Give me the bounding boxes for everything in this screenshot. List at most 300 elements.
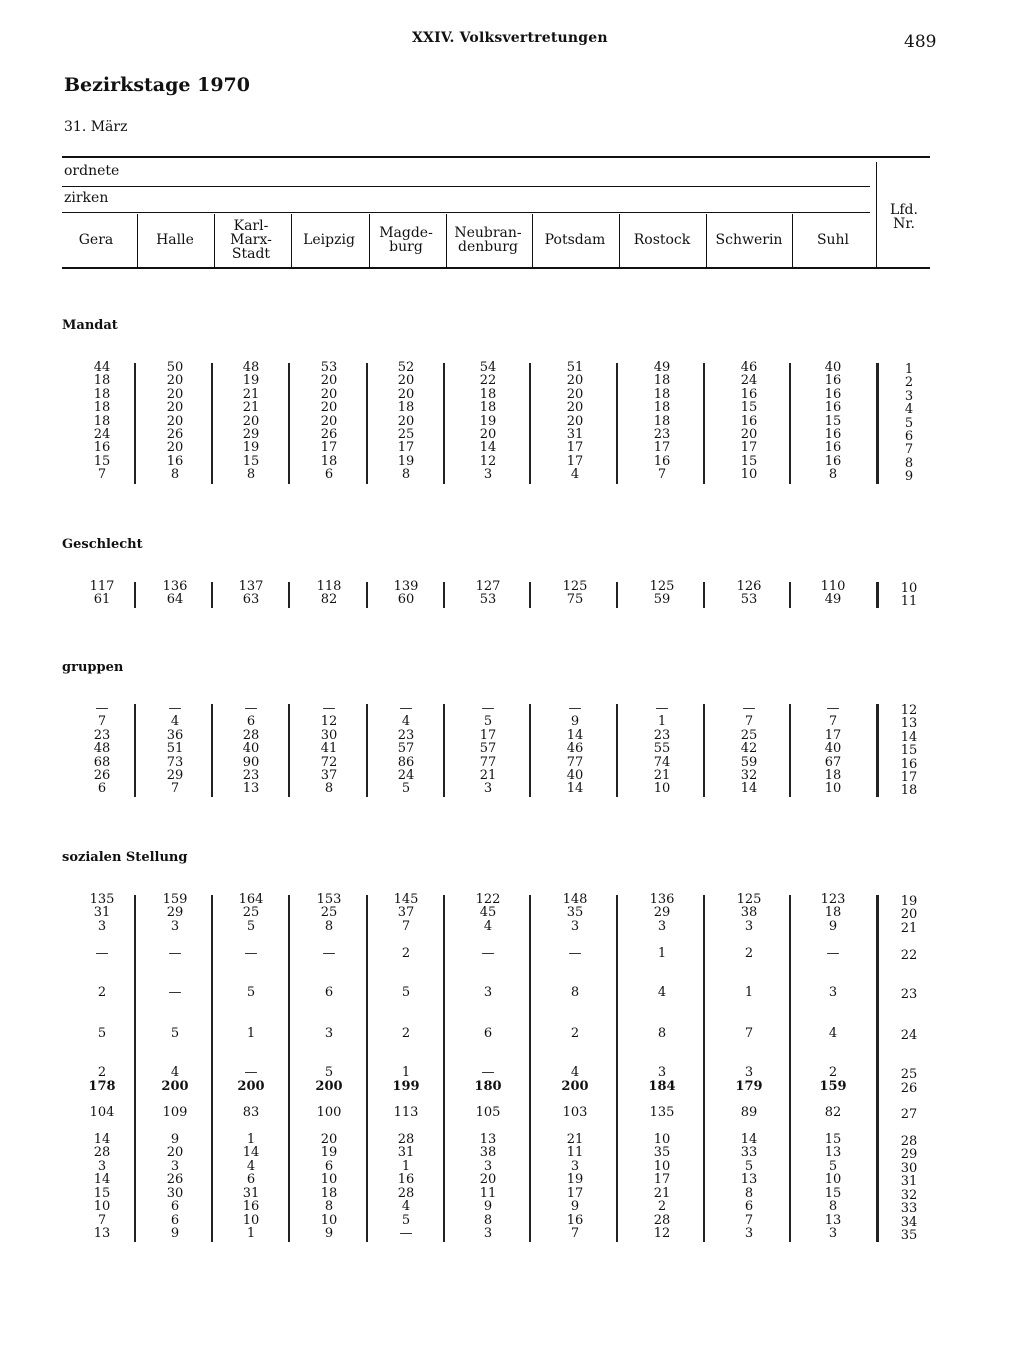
header-row-1: ordnete	[64, 163, 120, 179]
table-cell: 15	[824, 413, 842, 429]
table-cell: 18	[653, 386, 671, 402]
table-cell: 53	[320, 360, 338, 375]
table-cell: 21	[653, 1186, 671, 1201]
table-cell: 25	[740, 728, 758, 743]
table-cell: 12	[320, 714, 338, 729]
section-divider-bar	[288, 363, 290, 484]
table-cell: 18	[397, 400, 415, 416]
table-cell: 8	[657, 1026, 667, 1041]
column-header: Karl- Marx- Stadt	[230, 218, 272, 262]
table-cell: 5	[97, 1026, 107, 1041]
table-cell: 8	[401, 467, 411, 483]
table-cell: 17	[566, 453, 584, 469]
table-cell: 8	[246, 467, 256, 483]
section-divider-bar	[366, 363, 368, 484]
page-number: 489	[904, 32, 937, 52]
row-number: 10	[900, 581, 918, 596]
table-cell: 3	[483, 1159, 493, 1174]
table-cell: 16	[242, 1199, 260, 1214]
table-cell: 22	[479, 373, 497, 389]
row-number: 34	[900, 1215, 918, 1230]
section-divider-bar	[876, 582, 879, 608]
table-cell: 2	[828, 1065, 838, 1080]
table-cell: 18	[93, 373, 111, 389]
table-cell: 17	[653, 1172, 671, 1187]
table-cell: 26	[320, 427, 338, 442]
table-cell: 59	[740, 755, 758, 770]
table-cell: 4	[170, 1065, 180, 1080]
table-cell: 19	[242, 373, 260, 389]
table-cell: 20	[242, 413, 260, 429]
page-date: 31. März	[64, 119, 128, 135]
table-cell: 16	[397, 1172, 415, 1187]
table-cell: 13	[740, 1172, 758, 1187]
table-cell: 29	[166, 905, 184, 920]
table-cell: —	[481, 946, 495, 961]
table-cell: 178	[88, 1079, 116, 1094]
row-number: 35	[900, 1228, 918, 1243]
section-divider-bar	[134, 582, 136, 608]
table-cell: 15	[93, 1186, 111, 1201]
table-cell: 3	[483, 985, 493, 1000]
table-cell: 21	[566, 1132, 584, 1147]
table-cell: 28	[93, 1145, 111, 1160]
table-cell: 11	[566, 1145, 584, 1160]
table-cell: 15	[93, 453, 111, 469]
table-cell: 26	[93, 768, 111, 783]
section-divider-bar	[288, 895, 290, 1242]
row-number: 27	[900, 1107, 918, 1122]
table-cell: 3	[570, 919, 580, 934]
table-cell: 31	[566, 427, 584, 442]
table-cell: 20	[166, 400, 184, 416]
table-cell: 136	[162, 579, 188, 594]
table-cell: 125	[562, 579, 588, 594]
table-cell: 16	[824, 453, 842, 469]
section-divider-bar	[789, 363, 791, 484]
row-number: 28	[900, 1134, 918, 1149]
table-cell: 82	[824, 1105, 842, 1120]
table-cell: 1	[401, 1159, 411, 1174]
table-cell: 7	[744, 1026, 754, 1041]
table-cell: 15	[824, 1186, 842, 1201]
running-head: XXIV. Volksvertretungen	[412, 30, 608, 46]
table-cell: 3	[170, 1159, 180, 1174]
table-cell: 2	[744, 946, 754, 961]
table-cell: 46	[566, 741, 584, 756]
section-divider-bar	[789, 895, 791, 1242]
table-cell: 32	[740, 768, 758, 783]
header-rule-2	[62, 212, 870, 213]
row-number: 18	[900, 783, 918, 798]
section-divider-bar	[616, 582, 618, 608]
column-header: Leipzig	[303, 232, 355, 248]
table-cell: 10	[740, 467, 758, 483]
table-cell: 179	[735, 1079, 763, 1094]
table-cell: 4	[570, 467, 580, 483]
table-cell: 77	[566, 755, 584, 770]
table-cell: 20	[566, 386, 584, 402]
table-cell: 50	[166, 360, 184, 375]
table-cell: 200	[561, 1079, 589, 1094]
column-divider	[369, 214, 370, 267]
table-cell: 1	[246, 1226, 256, 1241]
section-divider-bar	[443, 704, 445, 797]
section-divider-bar	[366, 582, 368, 608]
table-cell: —	[322, 946, 336, 961]
table-cell: 16	[824, 373, 842, 389]
table-cell: 19	[566, 1172, 584, 1187]
row-number: 33	[900, 1201, 918, 1216]
table-cell: 10	[824, 781, 842, 796]
table-cell: 13	[242, 781, 260, 796]
table-cell: 10	[242, 1213, 260, 1228]
table-cell: 26	[166, 427, 184, 442]
table-cell: —	[399, 701, 413, 716]
table-cell: 4	[246, 1159, 256, 1174]
table-cell: 61	[93, 592, 111, 607]
table-cell: 12	[479, 453, 497, 469]
table-cell: 6	[324, 467, 334, 483]
row-number: 21	[900, 921, 918, 936]
table-cell: 159	[819, 1079, 847, 1094]
table-cell: 4	[828, 1026, 838, 1041]
table-cell: 8	[324, 1199, 334, 1214]
section-divider-bar	[703, 363, 705, 484]
section-divider-bar	[703, 895, 705, 1242]
table-cell: 5	[401, 1213, 411, 1228]
table-cell: 3	[657, 919, 667, 934]
table-cell: 4	[570, 1065, 580, 1080]
table-cell: 20	[397, 413, 415, 429]
table-cell: 125	[736, 892, 762, 907]
table-cell: 33	[740, 1145, 758, 1160]
table-cell: 15	[242, 453, 260, 469]
table-cell: 36	[166, 728, 184, 743]
table-cell: 18	[824, 905, 842, 920]
column-header: Potsdam	[544, 232, 606, 248]
table-cell: 13	[479, 1132, 497, 1147]
table-cell: 145	[393, 892, 419, 907]
table-cell: —	[826, 946, 840, 961]
row-number: 30	[900, 1161, 918, 1176]
row-number: 4	[904, 402, 914, 418]
table-cell: 5	[246, 985, 256, 1000]
table-cell: 14	[740, 781, 758, 796]
table-cell: 72	[320, 755, 338, 770]
table-cell: 5	[401, 985, 411, 1000]
table-cell: —	[168, 701, 182, 716]
table-cell: 10	[93, 1199, 111, 1214]
table-cell: 18	[93, 400, 111, 416]
table-cell: 18	[824, 768, 842, 783]
section-divider-bar	[616, 704, 618, 797]
table-cell: 18	[653, 373, 671, 389]
table-cell: —	[742, 701, 756, 716]
table-cell: 125	[649, 579, 675, 594]
table-cell: 40	[824, 741, 842, 756]
table-cell: 23	[242, 768, 260, 783]
table-cell: 6	[246, 1172, 256, 1187]
table-cell: 3	[744, 1226, 754, 1241]
table-cell: 23	[653, 728, 671, 743]
table-cell: 8	[744, 1186, 754, 1201]
table-cell: 104	[89, 1105, 115, 1120]
table-cell: 9	[570, 714, 580, 729]
table-cell: 105	[475, 1105, 501, 1120]
column-divider	[706, 214, 707, 267]
table-cell: 3	[828, 985, 838, 1000]
table-cell: 3	[324, 1026, 334, 1041]
table-cell: 4	[401, 1199, 411, 1214]
table-cell: 9	[483, 1199, 493, 1214]
table-cell: 20	[479, 427, 497, 442]
table-cell: 21	[242, 386, 260, 402]
table-cell: 5	[324, 1065, 334, 1080]
table-cell: 20	[166, 373, 184, 389]
table-cell: —	[244, 946, 258, 961]
table-cell: 46	[740, 360, 758, 375]
table-cell: 23	[653, 427, 671, 442]
table-cell: 16	[824, 440, 842, 456]
table-cell: 17	[824, 728, 842, 743]
table-cell: 38	[740, 905, 758, 920]
table-cell: 9	[324, 1226, 334, 1241]
table-cell: 24	[397, 768, 415, 783]
section-divider-bar	[789, 582, 791, 608]
column-header: Halle	[156, 232, 194, 248]
section-label: gruppen	[62, 660, 124, 675]
table-cell: 135	[649, 1105, 675, 1120]
section-divider-bar	[876, 363, 879, 484]
table-cell: 1	[246, 1026, 256, 1041]
table-cell: 15	[740, 400, 758, 416]
table-cell: 16	[740, 386, 758, 402]
page-title: Bezirkstage 1970	[64, 74, 250, 96]
row-number: 26	[900, 1081, 918, 1096]
table-cell: 18	[93, 413, 111, 429]
table-cell: 110	[820, 579, 846, 594]
table-cell: 38	[479, 1145, 497, 1160]
row-number: 15	[900, 743, 918, 758]
table-cell: 14	[93, 1132, 111, 1147]
table-cell: 18	[479, 386, 497, 402]
table-cell: 29	[242, 427, 260, 442]
table-cell: 2	[657, 1199, 667, 1214]
table-cell: 139	[393, 579, 419, 594]
table-cell: 2	[97, 1065, 107, 1080]
column-divider	[137, 214, 138, 267]
column-divider	[291, 214, 292, 267]
table-cell: 19	[242, 440, 260, 456]
table-cell: 42	[740, 741, 758, 756]
table-cell: 75	[566, 592, 584, 607]
table-cell: —	[244, 701, 258, 716]
column-header: Magde- burg	[379, 225, 433, 255]
table-cell: 10	[320, 1172, 338, 1187]
table-cell: 2	[97, 985, 107, 1000]
table-cell: 37	[397, 905, 415, 920]
table-cell: 6	[97, 781, 107, 796]
row-number: 8	[904, 455, 914, 471]
table-cell: 10	[320, 1213, 338, 1228]
row-number: 7	[904, 442, 914, 458]
table-cell: 2	[401, 1026, 411, 1041]
table-cell: 73	[166, 755, 184, 770]
table-cell: 67	[824, 755, 842, 770]
section-divider-bar	[876, 895, 879, 1242]
column-divider	[214, 214, 215, 267]
table-cell: 8	[324, 919, 334, 934]
table-cell: 35	[653, 1145, 671, 1160]
section-divider-bar	[876, 704, 879, 797]
table-cell: —	[826, 701, 840, 716]
table-cell: 7	[401, 919, 411, 934]
table-cell: 68	[93, 755, 111, 770]
table-cell: 4	[483, 919, 493, 934]
table-cell: 153	[316, 892, 342, 907]
table-cell: 10	[653, 1159, 671, 1174]
table-cell: 123	[820, 892, 846, 907]
table-cell: 20	[320, 386, 338, 402]
table-cell: 57	[479, 741, 497, 756]
table-cell: 18	[653, 413, 671, 429]
table-cell: 14	[93, 1172, 111, 1187]
table-cell: 20	[166, 386, 184, 402]
table-cell: 4	[401, 714, 411, 729]
table-cell: 7	[570, 1226, 580, 1241]
table-cell: 7	[744, 1213, 754, 1228]
table-cell: 127	[475, 579, 501, 594]
table-cell: 13	[93, 1226, 111, 1241]
section-divider-bar	[443, 582, 445, 608]
table-cell: 18	[93, 386, 111, 402]
table-cell: 7	[657, 467, 667, 483]
row-number: 20	[900, 907, 918, 922]
row-number: 6	[904, 429, 914, 444]
section-divider-bar	[211, 704, 213, 797]
table-cell: 21	[479, 768, 497, 783]
table-cell: 7	[97, 467, 107, 483]
table-cell: 19	[320, 1145, 338, 1160]
table-cell: 8	[483, 1213, 493, 1228]
table-cell: 199	[392, 1079, 420, 1094]
table-cell: 90	[242, 755, 260, 770]
table-cell: 3	[97, 1159, 107, 1174]
table-cell: 9	[170, 1132, 180, 1147]
table-cell: 122	[475, 892, 501, 907]
table-cell: 54	[479, 360, 497, 375]
table-cell: 51	[166, 741, 184, 756]
table-cell: 5	[483, 714, 493, 729]
section-divider-bar	[288, 582, 290, 608]
table-cell: 14	[242, 1145, 260, 1160]
table-cell: 64	[166, 592, 184, 607]
table-cell: 40	[824, 360, 842, 375]
table-cell: 23	[93, 728, 111, 743]
table-cell: 2	[570, 1026, 580, 1041]
table-cell: 14	[566, 728, 584, 743]
table-cell: 3	[570, 1159, 580, 1174]
section-divider-bar	[703, 582, 705, 608]
table-cell: 8	[170, 467, 180, 483]
section-divider-bar	[529, 704, 531, 797]
row-number: 14	[900, 730, 918, 745]
table-cell: 16	[824, 427, 842, 442]
table-cell: 7	[744, 714, 754, 729]
table-cell: 21	[242, 400, 260, 416]
table-cell: 31	[93, 905, 111, 920]
section-divider-bar	[211, 363, 213, 484]
section-divider-bar	[529, 582, 531, 608]
table-cell: 52	[397, 360, 415, 375]
header-row-2: zirken	[64, 190, 109, 206]
table-cell: 49	[824, 592, 842, 607]
table-cell: 19	[397, 453, 415, 469]
row-number: 5	[904, 415, 914, 431]
table-cell: 28	[397, 1132, 415, 1147]
table-cell: —	[95, 946, 109, 961]
table-cell: 18	[479, 400, 497, 416]
row-number: 24	[900, 1028, 918, 1043]
table-cell: 5	[744, 1159, 754, 1174]
table-cell: 9	[170, 1226, 180, 1241]
table-cell: 16	[566, 1213, 584, 1228]
table-cell: 48	[242, 360, 260, 375]
table-cell: 20	[320, 400, 338, 416]
table-cell: 29	[166, 768, 184, 783]
section-label: sozialen Stellung	[62, 850, 188, 865]
table-cell: 83	[242, 1105, 260, 1120]
table-cell: 5	[170, 1026, 180, 1041]
section-divider-bar	[789, 704, 791, 797]
table-cell: 6	[170, 1199, 180, 1214]
table-cell: 74	[653, 755, 671, 770]
table-cell: 16	[653, 453, 671, 469]
table-cell: 4	[170, 714, 180, 729]
table-cell: 25	[320, 905, 338, 920]
table-cell: 5	[246, 919, 256, 934]
table-cell: 6	[246, 714, 256, 729]
table-cell: 53	[740, 592, 758, 607]
table-cell: 6	[324, 985, 334, 1000]
section-divider-bar	[529, 363, 531, 484]
table-cell: 3	[483, 1226, 493, 1241]
table-cell: 16	[166, 453, 184, 469]
table-cell: 113	[393, 1105, 419, 1120]
table-cell: 20	[566, 413, 584, 429]
table-cell: —	[568, 701, 582, 716]
table-cell: 3	[744, 1065, 754, 1080]
table-cell: 184	[648, 1079, 676, 1094]
table-cell: —	[95, 701, 109, 716]
table-cell: 15	[824, 1132, 842, 1147]
table-cell: 6	[170, 1213, 180, 1228]
table-cell: 118	[316, 579, 342, 594]
table-cell: —	[481, 701, 495, 716]
row-number: 29	[900, 1147, 918, 1162]
table-cell: 109	[162, 1105, 188, 1120]
section-divider-bar	[211, 582, 213, 608]
table-cell: 77	[479, 755, 497, 770]
table-cell: 148	[562, 892, 588, 907]
table-cell: 51	[566, 360, 584, 375]
table-cell: 126	[736, 579, 762, 594]
column-divider	[446, 214, 447, 267]
table-cell: 137	[238, 579, 264, 594]
column-header: Schwerin	[715, 232, 783, 248]
table-cell: 1	[401, 1065, 411, 1080]
